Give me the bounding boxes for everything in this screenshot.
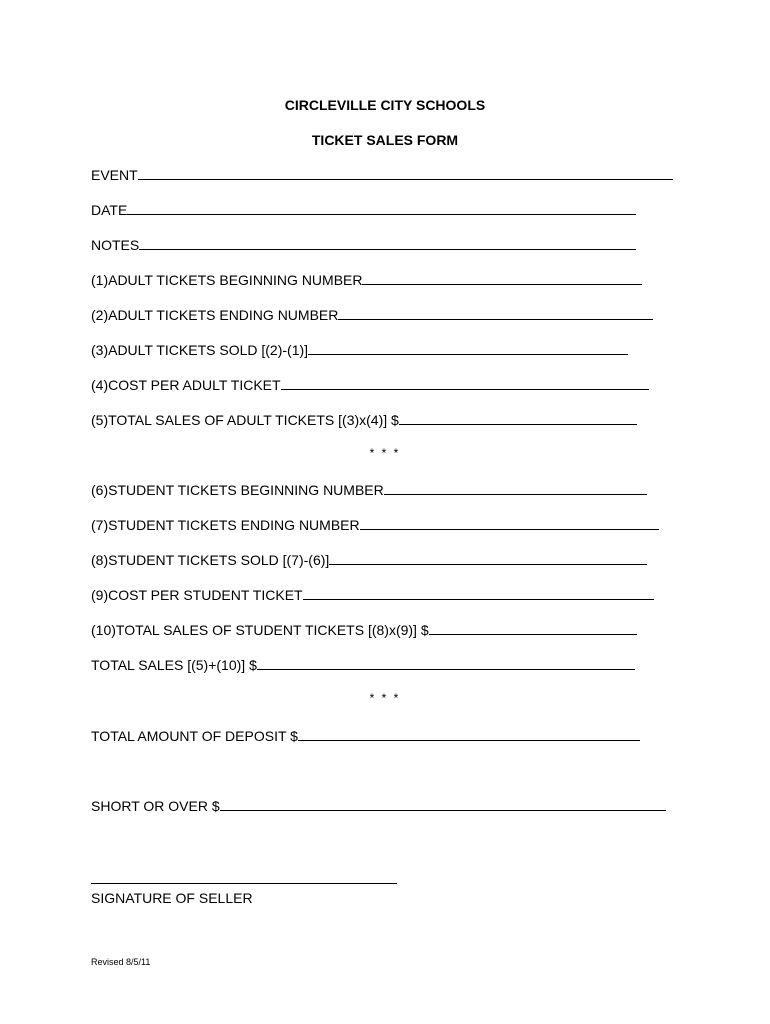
adult-tickets-sold-label: (3)ADULT TICKETS SOLD [(2)-(1)] xyxy=(91,342,309,358)
date-field xyxy=(91,201,636,219)
student-tickets-sold-label: (8)STUDENT TICKETS SOLD [(7)-(6)] xyxy=(91,552,330,568)
adult-total-sales-label: (5)TOTAL SALES OF ADULT TICKETS [(3)x(4)] $ xyxy=(91,412,399,428)
event-blank[interactable] xyxy=(138,166,673,180)
student-ending-number-label: (7)STUDENT TICKETS ENDING NUMBER xyxy=(91,517,360,533)
adult-tickets-sold-field xyxy=(91,341,628,359)
total-deposit-blank[interactable] xyxy=(298,727,640,741)
total-deposit-label: TOTAL AMOUNT OF DEPOSIT $ xyxy=(91,728,298,744)
cost-per-adult-ticket-field xyxy=(91,376,649,394)
cost-per-adult-ticket-label: (4)COST PER ADULT TICKET xyxy=(91,377,281,393)
student-total-sales-label: (10)TOTAL SALES OF STUDENT TICKETS [(8)x(9)] $ xyxy=(91,622,429,638)
cost-per-student-ticket-field xyxy=(91,586,654,604)
section-separator: * * * xyxy=(369,691,401,705)
section-separator: * * * xyxy=(369,446,401,460)
total-sales-field xyxy=(91,656,635,674)
revision-note: Revised 8/5/11 xyxy=(91,957,151,967)
signature-line[interactable] xyxy=(91,883,397,884)
adult-beginning-number-field xyxy=(91,271,642,289)
student-tickets-sold-field xyxy=(91,551,647,569)
cost-per-student-ticket-label: (9)COST PER STUDENT TICKET xyxy=(91,587,303,603)
date-label: DATE xyxy=(91,202,128,218)
cost-per-adult-ticket-blank[interactable] xyxy=(281,376,649,390)
adult-ending-number-blank[interactable] xyxy=(338,306,653,320)
adult-total-sales-blank[interactable] xyxy=(399,411,637,425)
short-or-over-label: SHORT OR OVER $ xyxy=(91,798,220,814)
adult-ending-number-field xyxy=(91,306,653,324)
event-label: EVENT xyxy=(91,167,138,183)
student-total-sales-blank[interactable] xyxy=(429,621,637,635)
adult-beginning-number-blank[interactable] xyxy=(362,271,642,285)
adult-tickets-sold-blank[interactable] xyxy=(308,341,628,355)
school-name-heading: CIRCLEVILLE CITY SCHOOLS xyxy=(284,97,486,113)
signature-label: SIGNATURE OF SELLER xyxy=(91,890,253,906)
notes-label: NOTES xyxy=(91,237,140,253)
adult-beginning-number-label: (1)ADULT TICKETS BEGINNING NUMBER xyxy=(91,272,363,288)
adult-ending-number-label: (2)ADULT TICKETS ENDING NUMBER xyxy=(91,307,339,323)
notes-blank[interactable] xyxy=(139,236,636,250)
student-tickets-sold-blank[interactable] xyxy=(329,551,647,565)
student-ending-number-field xyxy=(91,516,659,534)
notes-field xyxy=(91,236,636,254)
total-sales-label: TOTAL SALES [(5)+(10)] $ xyxy=(91,657,257,673)
cost-per-student-ticket-blank[interactable] xyxy=(303,586,654,600)
form-title-heading: TICKET SALES FORM xyxy=(311,132,459,148)
total-deposit-field xyxy=(91,727,640,745)
student-beginning-number-blank[interactable] xyxy=(384,481,647,495)
short-or-over-field xyxy=(91,797,666,815)
student-total-sales-field xyxy=(91,621,637,639)
student-beginning-number-label: (6)STUDENT TICKETS BEGINNING NUMBER xyxy=(91,482,384,498)
event-field xyxy=(91,166,673,184)
student-beginning-number-field xyxy=(91,481,647,499)
short-or-over-blank[interactable] xyxy=(220,797,666,811)
student-ending-number-blank[interactable] xyxy=(360,516,659,530)
adult-total-sales-field xyxy=(91,411,637,429)
date-blank[interactable] xyxy=(127,201,636,215)
total-sales-blank[interactable] xyxy=(257,656,635,670)
